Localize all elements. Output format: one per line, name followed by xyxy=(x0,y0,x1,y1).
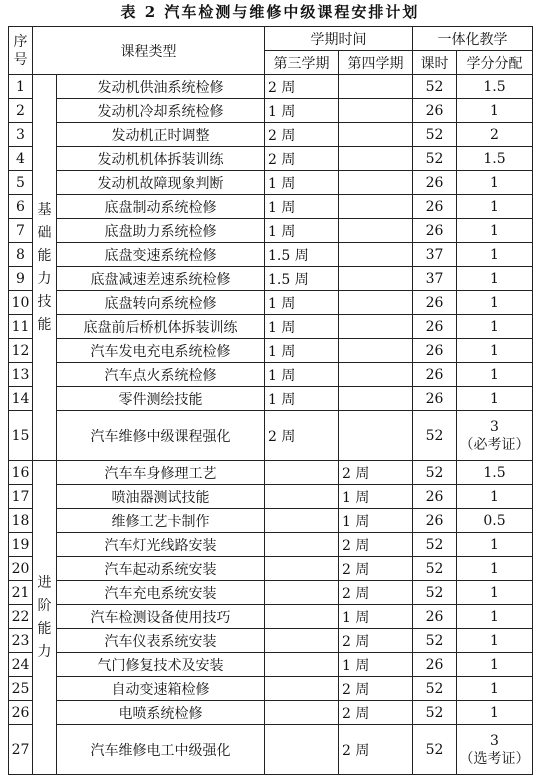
cell-seq: 17 xyxy=(9,485,33,509)
cell-course: 底盘前后桥机体拆装训练 xyxy=(57,315,265,339)
cell-credits xyxy=(457,411,533,461)
cell-credits: 1 xyxy=(457,533,533,557)
credits-value: 3 xyxy=(490,732,499,749)
table-row xyxy=(9,291,533,315)
cell-seq: 1 xyxy=(9,75,33,99)
credits-note: （必考证） xyxy=(459,436,530,453)
header-hours: 课时 xyxy=(413,51,457,75)
cell-seq: 9 xyxy=(9,267,33,291)
table-row xyxy=(9,485,533,509)
header-integrated: 一体化教学 xyxy=(413,27,533,51)
cell-sem4 xyxy=(339,291,413,315)
cell-seq: 14 xyxy=(9,387,33,411)
cell-seq: 16 xyxy=(9,461,33,485)
cell-sem4 xyxy=(339,123,413,147)
credits-note: （选考证） xyxy=(459,750,530,767)
cell-sem3: 1 周 xyxy=(265,99,339,123)
table-row xyxy=(9,557,533,581)
cell-course: 电喷系统检修 xyxy=(57,701,265,725)
cell-seq: 3 xyxy=(9,123,33,147)
cell-sem3: 1.5 周 xyxy=(265,243,339,267)
cell-sem4 xyxy=(339,387,413,411)
table-row xyxy=(9,267,533,291)
cell-sem3: 2 周 xyxy=(265,411,339,461)
table-row xyxy=(9,411,533,461)
header-course-type: 课程类型 xyxy=(33,27,265,75)
cell-credits: 1 xyxy=(457,99,533,123)
cell-sem4 xyxy=(339,99,413,123)
cell-sem4: 2 周 xyxy=(339,581,413,605)
header-credits: 学分分配 xyxy=(457,51,533,75)
table-row xyxy=(9,315,533,339)
table-row xyxy=(9,123,533,147)
cell-course: 汽车检测设备使用技巧 xyxy=(57,605,265,629)
cell-sem3 xyxy=(265,557,339,581)
table-row xyxy=(9,195,533,219)
cell-seq: 13 xyxy=(9,363,33,387)
cell-seq: 10 xyxy=(9,291,33,315)
cell-course: 汽车车身修理工艺 xyxy=(57,461,265,485)
cell-sem4: 1 周 xyxy=(339,485,413,509)
cell-hours: 52 xyxy=(413,701,457,725)
table-caption: 表 2 汽车检测与维修中级课程安排计划 xyxy=(120,3,420,21)
cell-sem3 xyxy=(265,605,339,629)
cell-seq: 24 xyxy=(9,653,33,677)
cell-course: 汽车维修中级课程强化 xyxy=(57,411,265,461)
table-row xyxy=(9,509,533,533)
cell-hours: 26 xyxy=(413,195,457,219)
cell-hours: 26 xyxy=(413,291,457,315)
cell-credits: 1.5 xyxy=(457,147,533,171)
cell-course: 汽车灯光线路安装 xyxy=(57,533,265,557)
table-row xyxy=(9,147,533,171)
cell-seq: 22 xyxy=(9,605,33,629)
cell-credits: 1 xyxy=(457,387,533,411)
table-row xyxy=(9,363,533,387)
cell-sem3 xyxy=(265,653,339,677)
cell-sem4: 1 周 xyxy=(339,653,413,677)
cell-seq: 4 xyxy=(9,147,33,171)
course-schedule-table xyxy=(8,26,533,775)
table-row xyxy=(9,219,533,243)
cell-sem3: 1 周 xyxy=(265,339,339,363)
header-seq: 序号 xyxy=(9,27,33,75)
cell-course: 发动机机体拆装训练 xyxy=(57,147,265,171)
cell-hours: 26 xyxy=(413,509,457,533)
cell-hours: 26 xyxy=(413,605,457,629)
table-row xyxy=(9,605,533,629)
header-sem4: 第四学期 xyxy=(339,51,413,75)
cell-credits: 1.5 xyxy=(457,75,533,99)
cell-course: 发动机故障现象判断 xyxy=(57,171,265,195)
table-row xyxy=(9,99,533,123)
cell-seq: 2 xyxy=(9,99,33,123)
cell-credits: 1 xyxy=(457,557,533,581)
cell-course: 发动机冷却系统检修 xyxy=(57,99,265,123)
cell-course: 零件测绘技能 xyxy=(57,387,265,411)
cell-sem4 xyxy=(339,339,413,363)
cell-sem3 xyxy=(265,701,339,725)
cell-credits: 2 xyxy=(457,123,533,147)
cell-credits: 1 xyxy=(457,581,533,605)
cell-credits: 1 xyxy=(457,701,533,725)
cell-credits: 1 xyxy=(457,267,533,291)
cell-sem3 xyxy=(265,677,339,701)
cell-sem3 xyxy=(265,533,339,557)
cell-credits: 1 xyxy=(457,339,533,363)
cell-sem4: 2 周 xyxy=(339,677,413,701)
cell-sem3 xyxy=(265,509,339,533)
table-row xyxy=(9,701,533,725)
table-row xyxy=(9,339,533,363)
cell-seq: 19 xyxy=(9,533,33,557)
cell-seq: 15 xyxy=(9,411,33,461)
cell-credits: 1 xyxy=(457,629,533,653)
cell-hours: 52 xyxy=(413,533,457,557)
table-row xyxy=(9,677,533,701)
table-row xyxy=(9,387,533,411)
cell-sem3 xyxy=(265,581,339,605)
table-row xyxy=(9,171,533,195)
cell-seq: 6 xyxy=(9,195,33,219)
cell-credits: 0.5 xyxy=(457,509,533,533)
cell-credits: 1.5 xyxy=(457,461,533,485)
cell-sem3: 1 周 xyxy=(265,195,339,219)
cell-seq: 23 xyxy=(9,629,33,653)
table-row xyxy=(9,581,533,605)
cell-course: 发动机供油系统检修 xyxy=(57,75,265,99)
table-row xyxy=(9,75,533,99)
cell-course: 底盘助力系统检修 xyxy=(57,219,265,243)
group-label: 基础能力技能 xyxy=(33,75,57,461)
cell-credits: 1 xyxy=(457,315,533,339)
group-label: 进阶能力 xyxy=(33,461,57,775)
cell-course: 汽车维修电工中级强化 xyxy=(57,725,265,775)
cell-seq: 27 xyxy=(9,725,33,775)
cell-sem3: 2 周 xyxy=(265,75,339,99)
cell-sem3: 1 周 xyxy=(265,171,339,195)
cell-hours: 52 xyxy=(413,677,457,701)
cell-seq: 7 xyxy=(9,219,33,243)
cell-course: 汽车仪表系统安装 xyxy=(57,629,265,653)
cell-sem4 xyxy=(339,363,413,387)
cell-hours: 26 xyxy=(413,99,457,123)
table-row xyxy=(9,461,533,485)
cell-credits: 1 xyxy=(457,677,533,701)
cell-sem3: 1 周 xyxy=(265,219,339,243)
cell-hours: 26 xyxy=(413,171,457,195)
cell-sem4 xyxy=(339,75,413,99)
cell-sem3: 2 周 xyxy=(265,147,339,171)
cell-credits: 1 xyxy=(457,485,533,509)
cell-seq: 5 xyxy=(9,171,33,195)
cell-sem4 xyxy=(339,219,413,243)
cell-sem3 xyxy=(265,461,339,485)
cell-hours: 37 xyxy=(413,243,457,267)
credits-value: 3 xyxy=(490,418,499,435)
cell-credits: 1 xyxy=(457,363,533,387)
cell-course: 汽车起动系统安装 xyxy=(57,557,265,581)
cell-hours: 26 xyxy=(413,315,457,339)
cell-hours: 52 xyxy=(413,411,457,461)
cell-sem3: 1 周 xyxy=(265,291,339,315)
table-row xyxy=(9,533,533,557)
cell-sem4: 2 周 xyxy=(339,701,413,725)
cell-seq: 8 xyxy=(9,243,33,267)
table-row xyxy=(9,243,533,267)
cell-course: 自动变速箱检修 xyxy=(57,677,265,701)
cell-sem4: 1 周 xyxy=(339,605,413,629)
table-body xyxy=(9,75,533,775)
cell-course: 汽车发电充电系统检修 xyxy=(57,339,265,363)
cell-hours: 52 xyxy=(413,147,457,171)
cell-sem3 xyxy=(265,629,339,653)
cell-sem4: 2 周 xyxy=(339,533,413,557)
cell-credits: 1 xyxy=(457,653,533,677)
cell-sem3: 1 周 xyxy=(265,387,339,411)
cell-course: 底盘制动系统检修 xyxy=(57,195,265,219)
cell-hours: 52 xyxy=(413,461,457,485)
cell-seq: 25 xyxy=(9,677,33,701)
cell-hours: 26 xyxy=(413,219,457,243)
cell-credits: 1 xyxy=(457,171,533,195)
cell-sem4 xyxy=(339,411,413,461)
table-row xyxy=(9,725,533,775)
cell-course: 发动机正时调整 xyxy=(57,123,265,147)
cell-credits: 1 xyxy=(457,605,533,629)
cell-course: 汽车充电系统安装 xyxy=(57,581,265,605)
cell-credits: 1 xyxy=(457,243,533,267)
cell-hours: 26 xyxy=(413,485,457,509)
cell-course: 底盘转向系统检修 xyxy=(57,291,265,315)
cell-hours: 52 xyxy=(413,581,457,605)
cell-sem4 xyxy=(339,243,413,267)
cell-course: 维修工艺卡制作 xyxy=(57,509,265,533)
cell-course: 喷油器测试技能 xyxy=(57,485,265,509)
cell-hours: 52 xyxy=(413,123,457,147)
cell-sem4 xyxy=(339,267,413,291)
cell-sem4: 2 周 xyxy=(339,557,413,581)
cell-seq: 11 xyxy=(9,315,33,339)
cell-credits xyxy=(457,725,533,775)
cell-sem3 xyxy=(265,725,339,775)
cell-sem4: 1 周 xyxy=(339,509,413,533)
cell-sem4 xyxy=(339,195,413,219)
cell-hours: 52 xyxy=(413,75,457,99)
cell-seq: 12 xyxy=(9,339,33,363)
header-sem3: 第三学期 xyxy=(265,51,339,75)
cell-credits: 1 xyxy=(457,195,533,219)
cell-course: 底盘减速差速系统检修 xyxy=(57,267,265,291)
cell-sem4: 2 周 xyxy=(339,725,413,775)
cell-seq: 20 xyxy=(9,557,33,581)
cell-sem3 xyxy=(265,485,339,509)
cell-seq: 26 xyxy=(9,701,33,725)
cell-hours: 26 xyxy=(413,339,457,363)
cell-sem4: 2 周 xyxy=(339,629,413,653)
table-row xyxy=(9,629,533,653)
cell-sem4 xyxy=(339,315,413,339)
cell-hours: 26 xyxy=(413,387,457,411)
table-row xyxy=(9,653,533,677)
cell-credits: 1 xyxy=(457,219,533,243)
cell-credits: 1 xyxy=(457,291,533,315)
cell-sem3: 1.5 周 xyxy=(265,267,339,291)
cell-seq: 21 xyxy=(9,581,33,605)
cell-hours: 37 xyxy=(413,267,457,291)
header-semester-time: 学期时间 xyxy=(265,27,413,51)
cell-hours: 52 xyxy=(413,725,457,775)
cell-course: 汽车点火系统检修 xyxy=(57,363,265,387)
cell-sem3: 1 周 xyxy=(265,363,339,387)
cell-sem4 xyxy=(339,171,413,195)
cell-sem4 xyxy=(339,147,413,171)
cell-course: 气门修复技术及安装 xyxy=(57,653,265,677)
cell-sem3: 1 周 xyxy=(265,315,339,339)
cell-hours: 52 xyxy=(413,557,457,581)
cell-hours: 26 xyxy=(413,363,457,387)
cell-hours: 26 xyxy=(413,653,457,677)
cell-course: 底盘变速系统检修 xyxy=(57,243,265,267)
cell-sem3: 2 周 xyxy=(265,123,339,147)
cell-sem4: 2 周 xyxy=(339,461,413,485)
cell-seq: 18 xyxy=(9,509,33,533)
cell-hours: 52 xyxy=(413,629,457,653)
